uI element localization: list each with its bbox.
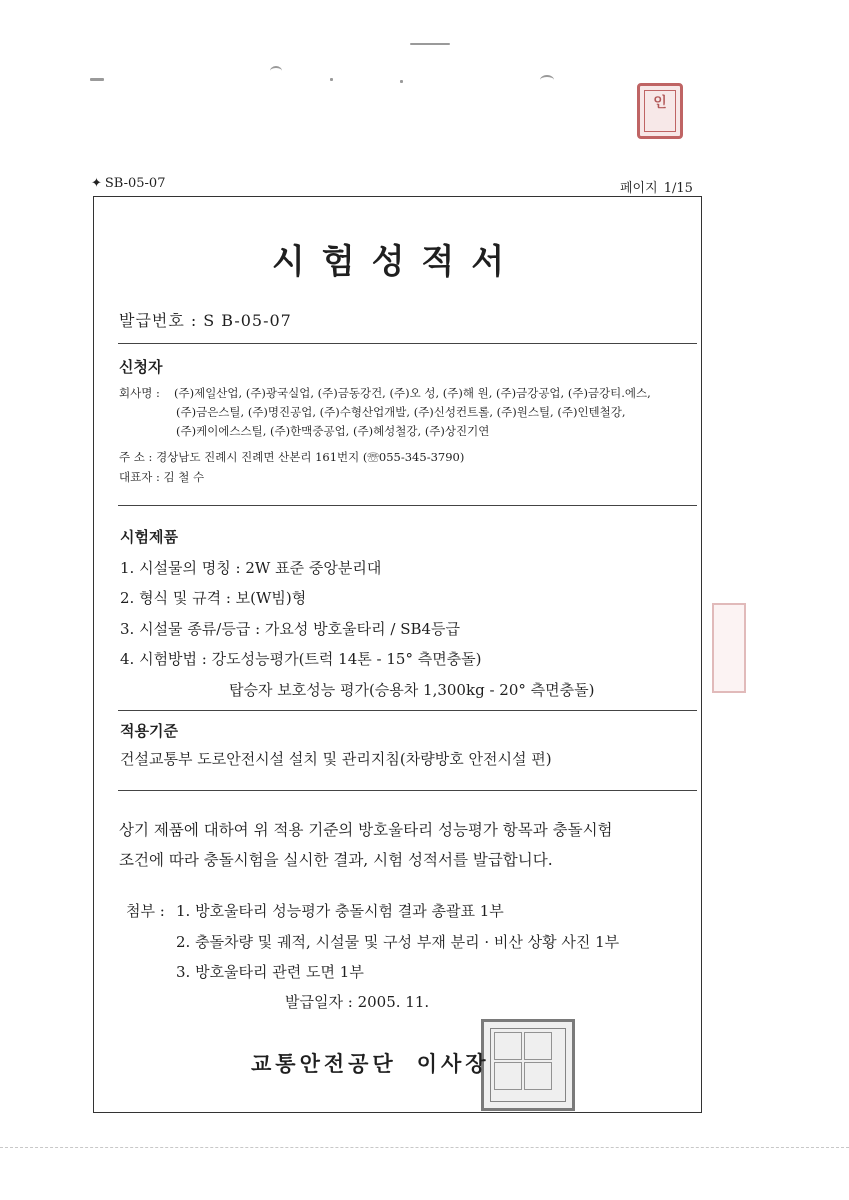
- document-code-text: SB-05-07: [104, 176, 166, 191]
- document-code: [91, 176, 165, 191]
- address-row: [119, 448, 464, 467]
- attachment-item-2: 2. 충돌차량 및 궤적, 시설물 및 구성 부재 분리 · 비산 상황 사진 1부: [176, 933, 620, 951]
- product-item-4: 4. 시험방법 : 강도성능평가(트럭 14톤 - 15° 측면충돌): [120, 650, 482, 668]
- applicant-heading: 신청자: [119, 358, 163, 376]
- standard-text: 건설교통부 도로안전시설 설치 및 관리지침(차량방호 안전시설 편): [120, 750, 552, 768]
- page-number: 1/15: [663, 181, 693, 196]
- issue-number-label: 발급번호: [119, 311, 185, 330]
- divider: [118, 343, 697, 344]
- issue-date: [285, 991, 429, 1012]
- divider: [118, 505, 697, 506]
- document-title: 시험성적서: [271, 242, 522, 282]
- agency-logo-icon: ✦: [91, 176, 102, 191]
- issue-date-value: 2005. 11.: [357, 993, 430, 1011]
- company-line-3: (주)케이에스스틸, (주)한맥중공업, (주)혜성철강, (주)상진기연: [176, 424, 490, 438]
- issuer-org: 교통안전공단: [251, 1051, 397, 1076]
- attachments-label: 첨부 :: [126, 902, 165, 920]
- statement-line-2: 조건에 따라 충돌시험을 실시한 결과, 시험 성적서를 발급합니다.: [119, 851, 553, 869]
- product-heading: 시험제품: [120, 528, 178, 546]
- scan-speck: [330, 78, 333, 81]
- issuer-signature: [251, 1048, 490, 1078]
- product-item-2: 2. 형식 및 규격 : 보(W빔)형: [120, 589, 307, 607]
- divider: [118, 790, 697, 791]
- approval-stamp: 인: [637, 83, 683, 139]
- company-line-2: (주)금은스틸, (주)명진공업, (주)수형산업개발, (주)신성컨트롤, (주)원스틸, (주)인텐철강,: [176, 405, 626, 419]
- edge-stamp: [712, 603, 746, 693]
- scan-speck: [270, 66, 282, 76]
- company-label: 회사명 :: [119, 386, 160, 400]
- issue-date-label: 발급일자 :: [285, 993, 353, 1011]
- official-seal: [481, 1019, 575, 1111]
- representative-value: 김 철 수: [163, 470, 205, 484]
- product-item-3: 3. 시설물 종류/등급 : 가요성 방호울타리 / SB4등급: [120, 620, 461, 638]
- scan-edge-line: [0, 1147, 849, 1148]
- issue-number: 발급번호 : S B-05-07: [119, 311, 292, 330]
- address-label: 주 소 :: [119, 450, 153, 464]
- scan-speck: [540, 75, 554, 85]
- issuer-title: 이사장: [416, 1051, 490, 1076]
- divider: [118, 710, 697, 711]
- page-indicator: [620, 177, 699, 196]
- page-label: 페이지: [620, 181, 658, 196]
- company-list: [119, 384, 699, 441]
- address-value: 경상남도 진례시 진례면 산본리 161번지 (☏055-345-3790): [156, 450, 465, 464]
- company-line-1: (주)제일산업, (주)광국실업, (주)금동강건, (주)오 성, (주)해 원, (주)금강공업, (주)금강티.에스,: [174, 386, 651, 400]
- scan-speck: [90, 78, 104, 81]
- scan-speck: [400, 80, 403, 83]
- issue-number-value: S B-05-07: [203, 311, 292, 330]
- attachment-item-1: 1. 방호울타리 성능평가 충돌시험 결과 총괄표 1부: [176, 902, 504, 920]
- statement-line-1: 상기 제품에 대하여 위 적용 기준의 방호울타리 성능평가 항목과 충돌시험: [119, 821, 613, 839]
- representative-row: [119, 468, 204, 487]
- standard-heading: 적용기준: [120, 722, 178, 740]
- product-item-4-continued: 탑승자 보호성능 평가(승용차 1,300kg - 20° 측면충돌): [229, 681, 595, 699]
- product-item-1: 1. 시설물의 명칭 : 2W 표준 중앙분리대: [120, 559, 382, 577]
- scan-speck: [410, 43, 450, 45]
- attachment-item-3: 3. 방호울타리 관련 도면 1부: [176, 963, 364, 981]
- representative-label: 대표자 :: [119, 470, 160, 484]
